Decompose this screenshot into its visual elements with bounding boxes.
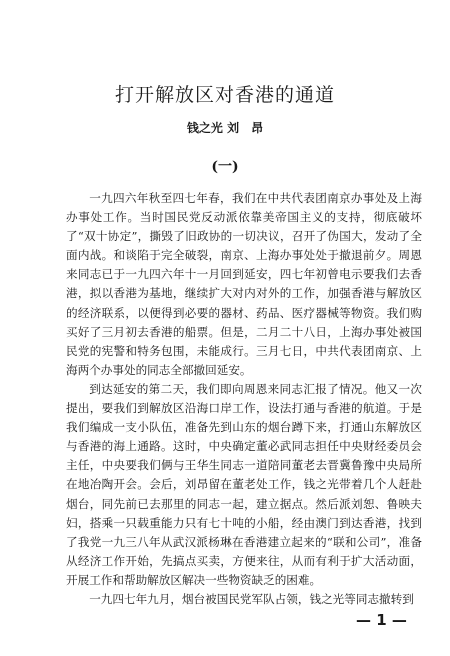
page-number: — 1 — [356,611,407,629]
paragraph: 一九四六年秋至四七年春，我们在中共代表团南京办事处及上海办事处工作。当时国民党反动派依靠美帝国主义的支持，彻底破坏了“双十协定”，撕毁了旧政协的一切决议，召开了伪国大，发动了全面内战。和谈陷于完全破裂，南京、上海办事处处于撤退前夕。周恩来同志已于一九四六年十一月回到延安，四七年初曾电示要我们去香港，拟以香港为基地，继续扩大对内对外的工作，加强香港与解放区的经济联系，以便得到必要的器材、药品、医疗器械等物资。我们购买好了三月初去香港的船票。但是，二月二十八日，上海办事处被国民党的宪警和特务包围，未能成行。三月七日，中共代表团南京、上海两个办事处的同志全部撤回延安。 [66,191,422,377]
paragraph: 一九四七年九月，烟台被国民党军队占领，钱之光等同志撤转到 [89,591,414,606]
body-text [66,189,422,609]
author-line: 钱之光 刘 昂 [186,121,264,135]
article-title: 打开解放区对香港的通道 [114,84,335,106]
section-heading: (一) [211,159,239,175]
paragraph: 到达延安的第二天，我们即向周恩来同志汇报了情况。他又一次提出，要我们到解放区沿海口岸工作，设法打通与香港的航道。于是我们编成一支小队伍，准备先到山东的烟台蹲下来，打通山东解放区与香港的海上通路。这时，中央确定董必武同志担任中央财经委员会主任，中央要我们俩与王华生同志一道陪同董老去晋冀鲁豫中央局所在地冶陶开会。会后，刘昂留在董老处工作，钱之光带着几个人赶赴烟台，同先前已去那里的同志一起，建立据点。然后派刘恕、鲁映夫妇，搭乘一只载重能力只有七十吨的小船，经由澳门到达香港，找到了我党一九三八年从武汉派杨琳在香港建立起来的“联和公司”，准备从经济工作开始，先搞点买卖，方便来往，从而有利于扩大活动面，开展工作和帮助解放区解决一些物资缺乏的困难。 [66,381,422,587]
